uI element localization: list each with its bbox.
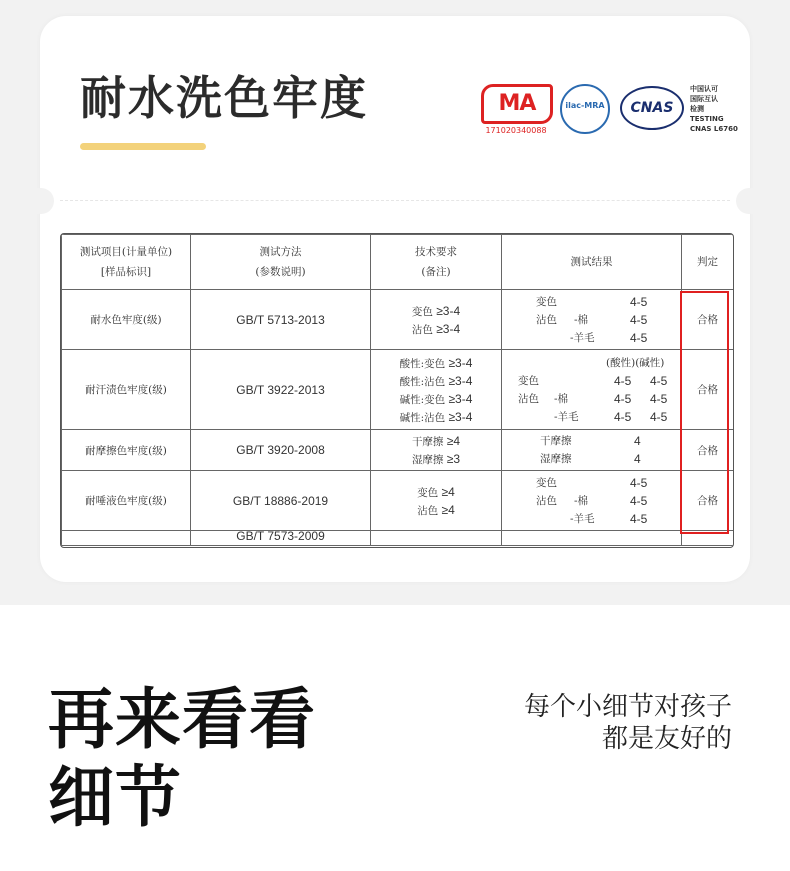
req-label: 变色 <box>411 305 433 318</box>
res-value: 4-5 <box>614 409 632 424</box>
res-sub: -棉 <box>574 494 589 507</box>
table-row <box>62 471 734 531</box>
res-label: 沾色 <box>518 392 539 405</box>
row-item <box>62 531 191 546</box>
res-sub: -棉 <box>574 313 589 326</box>
row-method: GB/T 5713-2013 <box>191 290 371 350</box>
req-label: 沾色 <box>417 504 439 517</box>
row-item: 耐唾液色牢度(级) <box>62 471 191 531</box>
row-requirement <box>371 531 502 546</box>
header-item-line1: 测试项目(计量单位) <box>79 246 173 258</box>
ilac-globe-icon <box>560 84 610 134</box>
req-value: ≥3-4 <box>448 391 473 406</box>
req-value: ≥3 <box>446 452 461 466</box>
header-method-line2: (参数说明) <box>255 266 306 278</box>
cnas-note-line: CNAS L6760 <box>690 125 738 133</box>
row-result <box>502 471 682 531</box>
req-label: 碱性:沾色 <box>399 411 446 424</box>
cnas-note-line: 中国认可 <box>690 85 718 93</box>
res-value: 4-5 <box>630 312 648 327</box>
section-title: 耐水洗色牢度 <box>80 71 368 125</box>
header-method <box>191 235 371 290</box>
cnas-accreditation-note <box>690 84 738 134</box>
res-label: 湿摩擦 <box>540 453 572 465</box>
res-subheader: (酸性)(碱性) <box>606 356 665 369</box>
cnas-note-line: TESTING <box>690 115 724 123</box>
row-method: GB/T 18886-2019 <box>191 471 371 531</box>
res-value: 4-5 <box>650 373 668 388</box>
res-sub: -羊毛 <box>570 512 595 525</box>
req-label: 湿摩擦 <box>411 454 444 466</box>
row-method: GB/T 3920-2008 <box>191 430 371 471</box>
cma-logo <box>481 84 551 136</box>
row-verdict: 合格 <box>682 471 734 531</box>
header-method-line1: 测试方法 <box>259 246 302 258</box>
row-requirement <box>371 471 502 531</box>
res-value: 4-5 <box>630 511 648 526</box>
row-item: 耐汗渍色牢度(级) <box>62 350 191 430</box>
table-row-partial <box>62 531 734 546</box>
row-verdict: 合格 <box>682 350 734 430</box>
req-value: ≥3-4 <box>448 373 473 388</box>
res-value: 4 <box>634 434 641 448</box>
row-result <box>502 290 682 350</box>
row-method <box>191 531 371 546</box>
cnas-logo <box>620 86 684 132</box>
title-accent-bar <box>80 143 206 150</box>
test-report-table <box>60 233 734 548</box>
ticket-notch-right <box>736 188 762 214</box>
subtext-line1: 每个小细节对孩子 <box>523 692 732 722</box>
header-item <box>62 235 191 290</box>
row-item: 耐摩擦色牢度(级) <box>62 430 191 471</box>
header-requirement <box>371 235 502 290</box>
perforation-line <box>60 200 730 201</box>
req-value: ≥4 <box>441 484 455 499</box>
ilac-mra-logo <box>560 84 612 134</box>
req-value: ≥3-4 <box>436 303 461 318</box>
header-result: 测试结果 <box>502 235 682 290</box>
row-verdict: 合格 <box>682 430 734 471</box>
cnas-note-line: 检测 <box>690 105 704 113</box>
header-verdict: 判定 <box>682 235 734 290</box>
res-sub: -羊毛 <box>570 331 595 344</box>
res-sub: -羊毛 <box>554 410 579 423</box>
table-header-row <box>62 235 734 290</box>
row-item: 耐水色牢度(级) <box>62 290 191 350</box>
req-value: ≥3-4 <box>448 355 473 370</box>
res-value: 4 <box>634 452 641 466</box>
req-label: 变色 <box>417 486 439 499</box>
row-verdict <box>682 531 734 546</box>
row-result <box>502 430 682 471</box>
res-label: 干摩擦 <box>540 435 572 447</box>
header-item-line2: [样品标识] <box>100 266 152 278</box>
row-requirement <box>371 290 502 350</box>
res-value: 4-5 <box>630 493 648 508</box>
res-sub: -棉 <box>554 392 569 405</box>
res-value: 4-5 <box>614 373 632 388</box>
res-label: 沾色 <box>536 494 557 507</box>
subtext-line2: 都是友好的 <box>601 724 732 754</box>
row-method-clipped: GB/T 7573-2009 <box>236 531 325 543</box>
ilac-label: ilac-MRA <box>565 101 605 110</box>
req-value: ≥4 <box>441 502 455 517</box>
res-value: 4-5 <box>630 330 648 345</box>
row-verdict: 合格 <box>682 290 734 350</box>
row-method: GB/T 3922-2013 <box>191 350 371 430</box>
req-label: 酸性:沾色 <box>399 375 446 388</box>
table-row <box>62 290 734 350</box>
header-req-line2: (备注) <box>421 266 451 278</box>
res-value: 4-5 <box>650 409 668 424</box>
header-req-line1: 技术要求 <box>415 246 457 258</box>
res-label: 沾色 <box>536 313 557 326</box>
row-requirement <box>371 430 502 471</box>
res-label: 变色 <box>536 295 557 308</box>
req-value: ≥3-4 <box>436 321 461 336</box>
res-value: 4-5 <box>614 391 632 406</box>
req-value: ≥3-4 <box>448 409 473 424</box>
req-label: 酸性:变色 <box>399 357 446 370</box>
row-result <box>502 350 682 430</box>
req-label: 碱性:变色 <box>399 393 446 406</box>
req-label: 干摩擦 <box>411 436 444 448</box>
cma-number: 171020340088 <box>485 126 547 135</box>
res-value: 4-5 <box>650 391 668 406</box>
table-row <box>62 430 734 471</box>
ticket-notch-left <box>28 188 54 214</box>
table-row <box>62 350 734 430</box>
cnas-note-line: 国际互认 <box>690 95 718 103</box>
cma-mark: MA <box>481 84 553 124</box>
row-requirement <box>371 350 502 430</box>
cnas-label: CNAS <box>630 100 674 116</box>
res-label: 变色 <box>518 374 539 387</box>
req-value: ≥4 <box>446 434 461 448</box>
res-value: 4-5 <box>630 475 648 490</box>
res-value: 4-5 <box>630 294 648 309</box>
cnas-oval-icon <box>620 86 684 130</box>
row-result <box>502 531 682 546</box>
headline-line2: 细节 <box>48 759 182 836</box>
req-label: 沾色 <box>411 323 433 336</box>
headline-line1: 再来看看 <box>48 681 316 758</box>
res-label: 变色 <box>536 476 557 489</box>
